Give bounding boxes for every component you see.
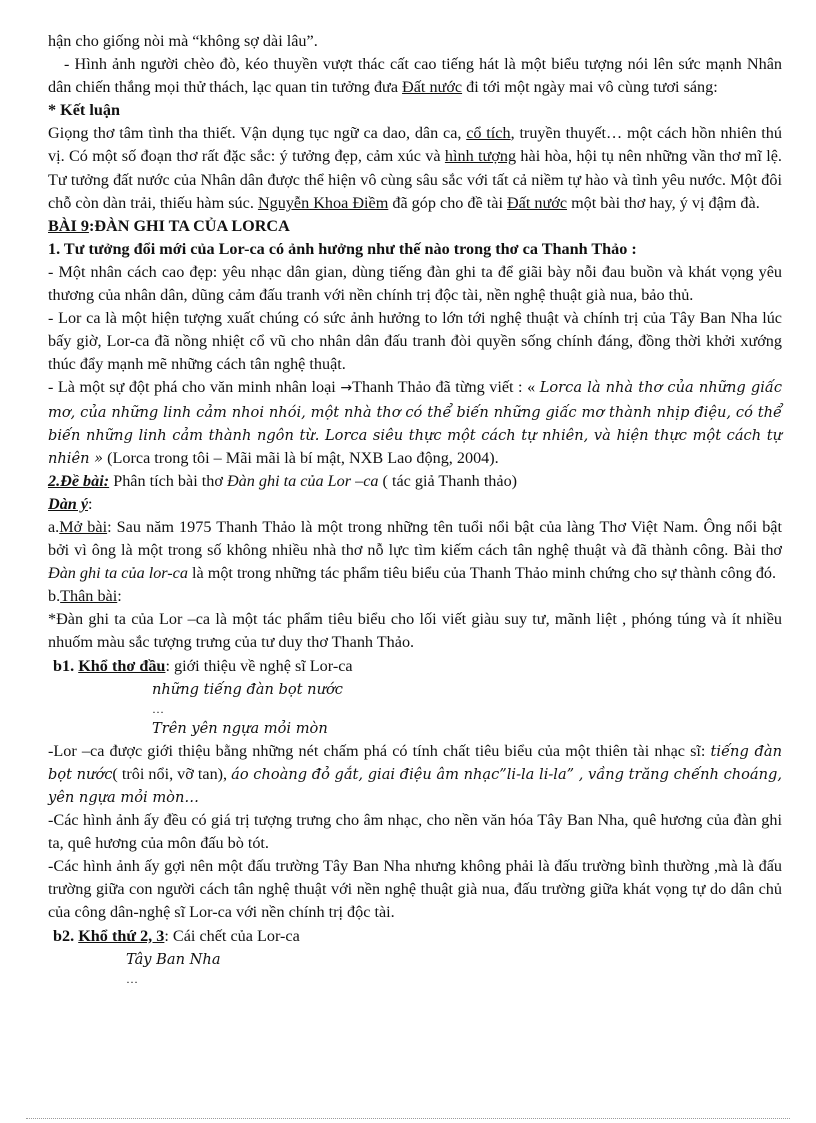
verse-line: Tây Ban Nha (126, 950, 221, 968)
text: : (117, 587, 122, 606)
text: a. (48, 517, 60, 536)
text: : Sau năm 1975 Thanh Thảo là một trong những tên tuổi nổi bật của làng Thơ Việt Nam. Ông nổi bật bởi vì ông là một trong số không nhiều nhà thơ nỗ lực tìm kiếm cách tân nghệ thuật và đã thành công. Bài thơ (48, 517, 782, 560)
paragraph-intro: hận cho giống nòi mà “không sợ dài lâu”. (48, 32, 318, 50)
paragraph-ket-luan (48, 122, 782, 214)
text: hài hòa, hội tụ nên những vần thơ mĩ lệ. Tư tưởng đất nước của Nhân dân được thể hiện vô cùng sâu sắc với tất cả niềm tự hào và tình yêu nước. Một đôi chỗ còn dàn trải, thiếu hàm súc. (48, 147, 782, 212)
text: -Lor –ca được giới thiệu bằng những nét chấm phá có tính chất tiêu biểu của một thiên tài nhạc sĩ: (48, 741, 711, 760)
text: Thanh Thảo đã từng viết : « (352, 378, 540, 397)
verse-line: Trên yên ngựa mỏi mòn (152, 719, 328, 737)
heading-ket-luan: * Kết luận (48, 101, 120, 120)
text: Giọng thơ tâm tình tha thiết. Vận dụng tục ngữ ca dao, dân ca, (48, 124, 467, 143)
link-co-tich[interactable]: cổ tích (466, 124, 511, 143)
text: đi tới một ngày mai vô cùng tươi sáng: (462, 78, 718, 97)
paragraph-q1-3 (48, 376, 782, 469)
document-page (48, 30, 782, 987)
paragraph-b1-1 (48, 740, 782, 809)
b2-heading (48, 925, 782, 948)
verse-line: những tiếng đàn bọt nước (152, 680, 343, 698)
paragraph-b1-3: -Các hình ảnh ấy gợi nên một đấu trường Tây Ban Nha nhưng không phải là đấu trường bình thường ,mà là đấu trường giữa con người cách tân nghệ thuật với nền nghệ thuật già nua, đấu trường giữa khát vọng tự do dân chủ của công dân-nghệ sĩ Lor-ca với nền chính trị độc tài. (48, 857, 782, 922)
than-bai-heading (48, 585, 782, 608)
de-bai-label: 2.Đề bài: (48, 471, 110, 490)
text: : giới thiệu về nghệ sĩ Lor-ca (165, 656, 353, 675)
paragraph-than-bai: *Đàn ghi ta của Lor –ca là một tác phẩm tiêu biểu cho lối viết giàu suy tư, mãnh liệt , phóng túng và ít nhiều nhuốm màu sắc tượng trưng của tư duy thơ Thanh Thảo. (48, 610, 782, 652)
text: - Là một sự đột phá cho văn minh nhân loại (48, 378, 341, 397)
section-title-bai-9 (48, 215, 782, 238)
arrow-right-icon: → (340, 380, 353, 397)
verse-ellipsis: … (126, 971, 138, 986)
citation: (Lorca trong tôi – Mãi mãi là bí mật, NXB Lao động, 2004). (103, 448, 499, 467)
mo-bai-label: Mở bài (59, 517, 108, 536)
text: : Cái chết của Lor-ca (164, 926, 300, 945)
text: là một trong những tác phẩm tiêu biểu của Thanh Thảo minh chứng cho sự thành công đó. (187, 564, 777, 583)
question-1-heading: 1. Tư tưởng đổi mới của Lor-ca có ảnh hưởng như thế nào trong thơ ca Thanh Thảo : (48, 239, 637, 258)
text: b1. (53, 656, 79, 675)
paragraph-b1-2: -Các hình ảnh ấy đều có giá trị tượng trưng cho âm nhạc, cho nền văn hóa Tây Ban Nha, quê hương của đàn ghi ta, quê hương của môn đấu bò tót. (48, 811, 782, 853)
text: ( tác giả Thanh thảo) (378, 471, 518, 490)
paragraph-q1-1: - Một nhân cách cao đẹp: yêu nhạc dân gian, dùng tiếng đàn ghi ta để giãi bày nỗi đau buồn và khát vọng yêu thương của nhân dân, dũng cảm đấu tranh với nền chính trị độc tài, nền nghệ thuật già nua, bảo thủ. (48, 262, 782, 305)
section-number: BÀI 9 (48, 216, 89, 235)
de-bai (48, 470, 782, 493)
poem-title: Đàn ghi ta của Lor –ca (226, 471, 379, 490)
verse-ellipsis: … (152, 701, 164, 716)
b1-heading (48, 655, 782, 678)
text: b. (48, 587, 61, 606)
text: : (88, 494, 93, 513)
link-dat-nuoc[interactable]: Đất nước (402, 78, 463, 97)
page-bottom-divider (26, 1118, 790, 1119)
text-italic: áo choàng đỏ gắt, giai điệu âm nhạc”li-la li-la” , vầng trăng chếnh choáng, yên ngựa mỏi mòn… (48, 765, 783, 806)
text-italic: tiếng đàn bọt nước (48, 742, 782, 783)
paragraph-boat-image (48, 53, 782, 99)
poem-title: Đàn ghi ta của lor-ca (48, 564, 188, 583)
link-dat-nuoc-2[interactable]: Đất nước (506, 193, 568, 212)
paragraph-q1-2: - Lor ca là một hiện tượng xuất chúng có sức ảnh hưởng to lớn tới nghệ thuật và chính trị của Tây Ban Nha lúc bấy giờ, Lor-ca đã nồng nhiệt cổ vũ cho nhân dân đấu tranh đòi quyền sống chính đáng, đồng thời khởi xướng thúc đẩy mạnh mẽ những cách tân nghệ thuật. (48, 309, 782, 374)
b1-label: Khổ thơ đầu (78, 656, 166, 675)
text: , truyền thuyết… một cách hồn nhiên thú vị. Có một số đoạn thơ rất đặc sắc: ý tưởng đẹp, cảm xúc và (48, 124, 782, 166)
paragraph-mo-bai (48, 516, 782, 585)
link-hinh-tuong[interactable]: hình tượng (444, 147, 517, 166)
dan-y-label: Dàn ý (48, 494, 89, 513)
than-bai-label: Thân bài (60, 587, 118, 606)
link-nguyen-khoa-diem[interactable]: Nguyễn Khoa Điềm (257, 193, 389, 212)
b2-label: Khổ thứ 2, 3 (78, 926, 165, 945)
dan-y-heading (48, 493, 782, 516)
text: ( trôi nổi, vỡ tan), (112, 764, 232, 783)
text: b2. (53, 926, 79, 945)
text: Phân tích bài thơ (109, 471, 227, 490)
text: - Hình ảnh người chèo đò, kéo thuyền vượt thác cất cao tiếng hát là một biểu tượng nói lên sức mạnh Nhân dân chiến thắng mọi thử thách, lạc quan tin tưởng đưa (48, 55, 782, 97)
quote-lorca: Lorca là nhà thơ của những giấc mơ, của những linh cảm nhoi nhói, một nhà thơ có thể biến những giấc mơ thành nhịp điệu, có thể biến những linh cảm thành ngôn từ. Lorca siêu thực một cách tự nhiên, và hiện thực một cách tự nhiên » (48, 379, 782, 467)
section-title-text: :ĐÀN GHI TA CỦA LORCA (88, 216, 290, 235)
text: một bài thơ hay, ý vị đậm đà. (567, 193, 760, 212)
text: đã góp cho đề tài (388, 193, 507, 212)
